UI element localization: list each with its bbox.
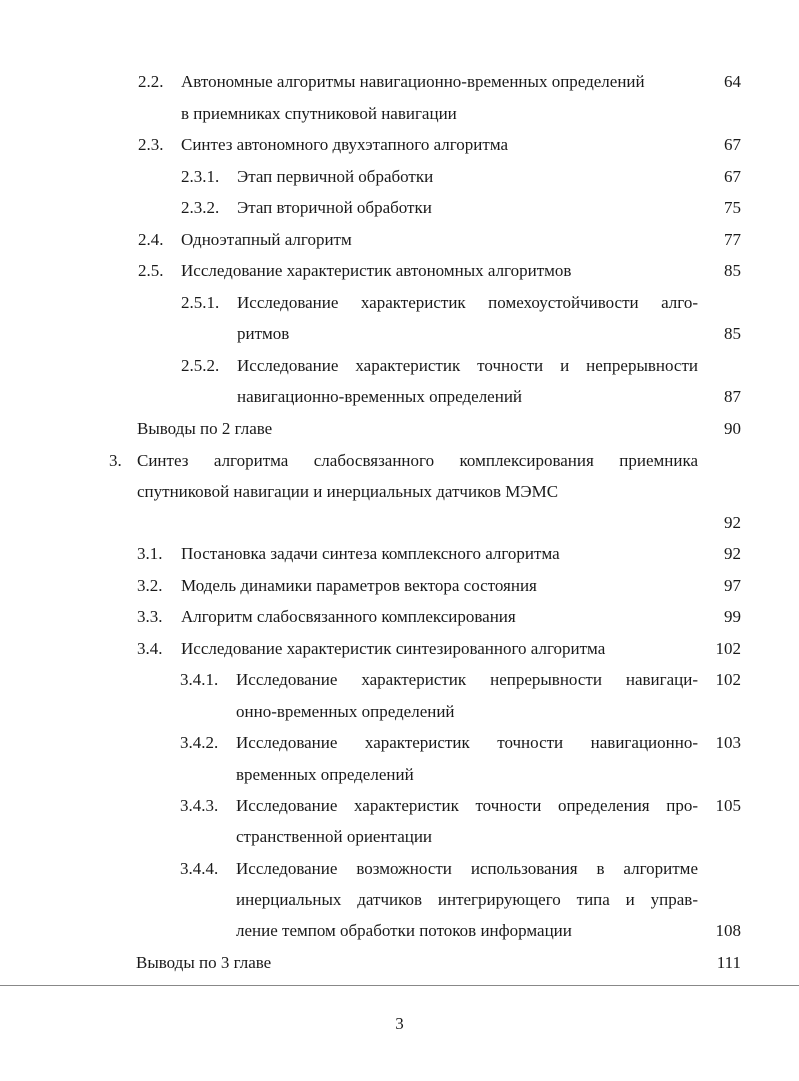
toc-title-line: инерциальных датчиков интегрирующего типа и управ- [236,890,698,909]
toc-page: 67 [724,167,741,186]
footer-divider [0,985,799,986]
toc-number: 3.4.2. [180,733,219,752]
toc-title-line: онно-временных определений [236,702,455,721]
toc-title-line: ритмов [237,324,290,343]
toc-page: 108 [715,921,741,940]
toc-title-line: Постановка задачи синтеза комплексного алгоритма [181,544,560,563]
toc-title-line: Синтез автономного двухэтапного алгоритма [181,135,509,154]
toc-title-line: Автономные алгоритмы навигационно-временных определений [181,72,645,91]
toc-number: 2.3. [138,135,164,154]
toc-title-line: Исследование характеристик синтезированного алгоритма [181,639,606,658]
toc-title-line: временных определений [236,765,414,784]
toc-page: 64 [724,72,741,91]
toc-number: 2.3.2. [181,198,220,217]
toc-number: 3.4.4. [180,859,219,878]
toc-number: 2.5. [138,261,164,280]
toc-number: 3.4. [137,639,163,658]
toc-page: 102 [715,670,741,689]
toc-page: 85 [724,261,741,280]
toc-number: 2.4. [138,230,164,249]
toc-number: 3.3. [137,607,163,626]
toc-page: 92 [724,544,741,563]
toc-page: 97 [724,576,741,595]
toc-page: 103 [715,733,741,752]
toc-title-line: навигационно-временных определений [237,387,523,406]
toc-title-line: Исследование характеристик автономных алгоритмов [181,261,572,280]
toc-title-line: Модель динамики параметров вектора состояния [181,576,537,595]
toc-number: 3.4.1. [180,670,219,689]
toc-page: 87 [724,387,741,406]
toc-title-line: Исследование характеристик точности определения про- [236,796,698,815]
toc-number: 2.2. [138,72,164,91]
toc-title-line: Выводы по 2 главе [137,419,273,438]
toc-title-line: Исследование характеристик непрерывности навигаци- [236,670,698,689]
toc-number: 3.4.3. [180,796,219,815]
toc-title-line: Исследование характеристик помехоустойчивости алго- [237,293,698,312]
toc-page: 92 [724,513,741,532]
toc-page: 67 [724,135,741,154]
toc-title-line: Одноэтапный алгоритм [181,230,352,249]
toc-title-line: Исследование возможности использования в алгоритме [236,859,698,878]
toc-title-line: странственной ориентации [236,827,433,846]
toc-title-line: спутниковой навигации и инерциальных датчиков МЭМС [137,482,559,501]
toc-number: 2.3.1. [181,167,220,186]
toc-title-line: Этап вторичной обработки [237,198,432,217]
toc-page: 102 [715,639,741,658]
toc-number: 3.2. [137,576,163,595]
toc-title-line: Алгоритм слабосвязанного комплексирования [181,607,516,626]
toc-page: 99 [724,607,741,626]
toc-title-line: Этап первичной обработки [237,167,434,186]
toc-number: 2.5.1. [181,293,220,312]
toc-page: 85 [724,324,741,343]
toc-title-line: Синтез алгоритма слабосвязанного комплексирования приемника [137,451,698,470]
toc-title-line: Выводы по 3 главе [136,953,272,972]
toc-page: 105 [715,796,741,815]
toc-title-line: ление темпом обработки потоков информации [236,921,572,940]
toc-page: 90 [724,419,741,438]
page-number: 3 [395,1014,404,1033]
toc-number: 3. [109,451,122,470]
toc-title-line: в приемниках спутниковой навигации [181,104,457,123]
toc-page: 77 [724,230,741,249]
toc-number: 3.1. [137,544,163,563]
toc-page: 111 [716,953,741,972]
toc-title-line: Исследование характеристик точности и непрерывности [237,356,698,375]
toc-number: 2.5.2. [181,356,220,375]
toc-title-line: Исследование характеристик точности навигационно- [236,733,698,752]
toc-page: 75 [724,198,741,217]
